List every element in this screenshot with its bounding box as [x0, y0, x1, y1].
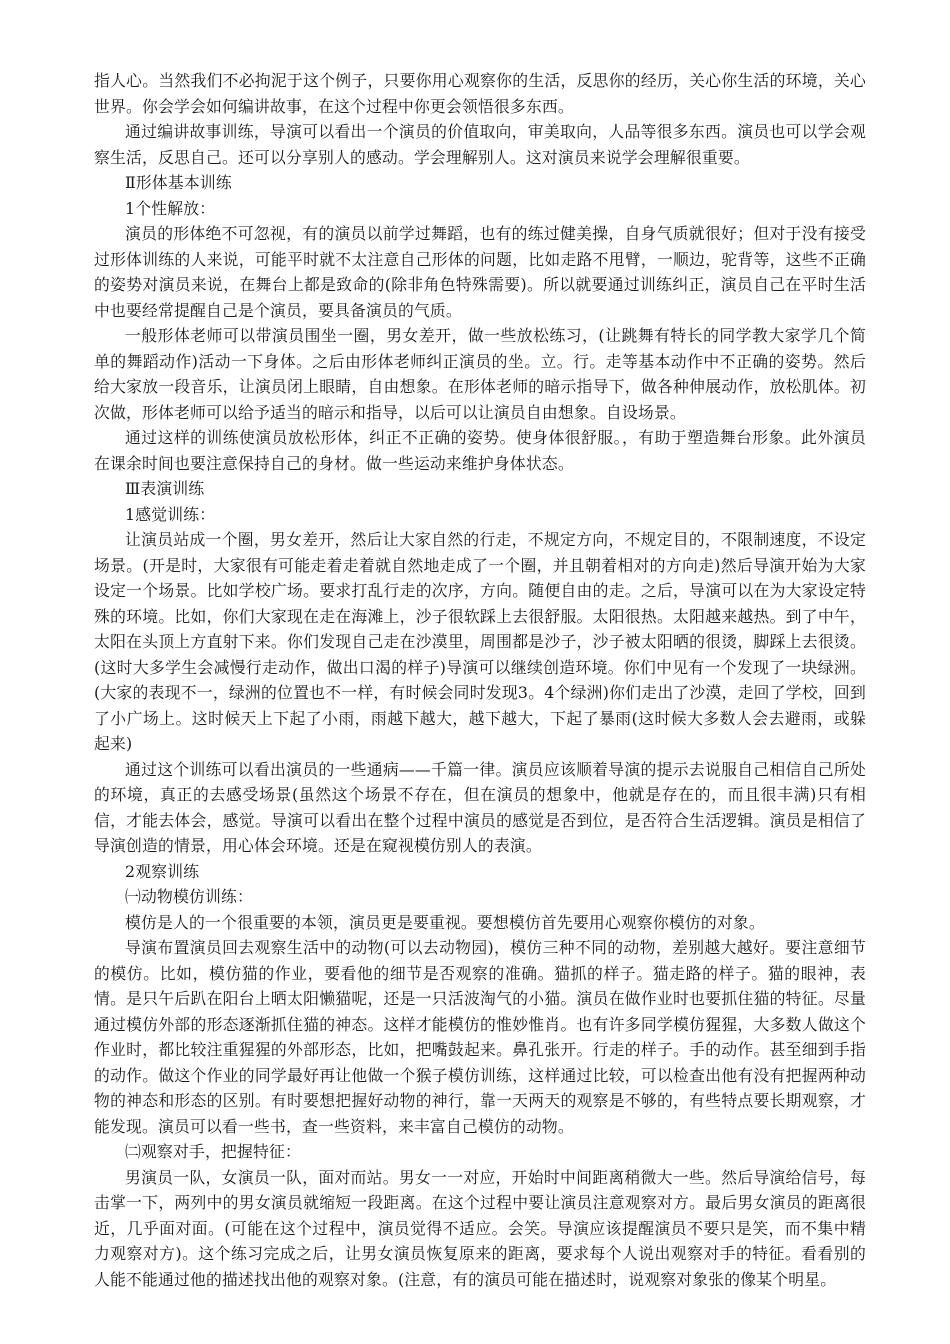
paragraph: 一般形体老师可以带演员围坐一圈，男女差开，做一些放松练习，(让跳舞有特长的同学教大家学几个简单的舞蹈动作)活动一下身体。之后由形体老师纠正演员的坐。立。行。走等基本动作中不正确的姿势。然后给大家放一段音乐，让演员闭上眼睛，自由想象。在形体老师的暗示指导下，做各种伸展动作，放松肌体。初次做，形体老师可以给予适当的暗示和指导，以后可以让演员自由想象。自设场景。 — [94, 326, 866, 422]
subsection-heading: 2观察训练 — [125, 861, 200, 881]
subsection-heading: ㈠动物模仿训练： — [125, 887, 253, 906]
section-heading: Ⅲ表演训练 — [125, 479, 205, 498]
section-heading: Ⅱ形体基本训练 — [125, 173, 232, 192]
paragraph: 演员的形体绝不可忽视，有的演员以前学过舞蹈，也有的练过健美操，自身气质就很好；但对于没有接受过形体训练的人来说，可能平时就不太注意自己形体的问题，比如走路不甩臂，一顺边，驼背等，这些不正确的姿势对演员来说，在舞台上都是致命的(除非角色特殊需要)。所以就要通过训练纠正，演员自己在平时生活中也要经常提醒自己是个演员，要具备演员的气质。 — [94, 224, 866, 320]
paragraph: 让演员站成一个圈，男女差开，然后让大家自然的行走，不规定方向，不规定目的，不限制速度，不设定场景。(开是时，大家很有可能走着走着就自然地走成了一个圈，并且朝着相对的方向走)然后导演开始为大家设定一个场景。比如学校广场。要求打乱行走的次序，方向。随便自由的走。之后，导演可以在为大家设定特殊的环境。比如，你们大家现在走在海滩上，沙子很软踩上去很舒服。太阳很热。太阳越来越热。到了中午，太阳在头顶上方直射下来。你们发现自己走在沙漠里，周围都是沙子，沙子被太阳晒的很烫，脚踩上去很烫。(这时大多学生会减慢行走动作，做出口渴的样子)导演可以继续创造环境。你们中见有一个发现了一块绿洲。(大家的表现不一，绿洲的位置也不一样，有时候会同时发现3。4个绿洲)你们走出了沙漠，走回了学校，回到了小广场上。这时候天上下起了小雨，雨越下越大，越下越大，下起了暴雨(这时候大多数人会去避雨，或躲起来) — [94, 530, 866, 753]
subsection-heading: 1个性解放： — [125, 198, 216, 218]
paragraph-continued: 指人心。当然我们不必拘泥于这个例子，只要你用心观察你的生活，反思你的经历，关心你生活的环境，关心世界。你会学会如何编讲故事，在这个过程中你更会领悟很多东西。 — [94, 71, 866, 116]
paragraph: 男演员一队，女演员一队，面对而站。男女一一对应，开始时中间距离稍微大一些。然后导演给信号，每击掌一下，两列中的男女演员就缩短一段距离。在这个过程中要让演员注意观察对方。最后男女演员的距离很近，几乎面对面。(可能在这个过程中，演员觉得不适应。会笑。导演应该提醒演员不要只是笑，而不集中精力观察对方)。这个练习完成之后，让男女演员恢复原来的距离，要求每个人说出观察对手的特征。看看别的人能不能通过他的描述找出他的观察对象。(注意，有的演员可能在描述时，说观察对象张的像某个明星。 — [94, 1167, 866, 1289]
document-page — [94, 68, 866, 1292]
paragraph: 通过这个训练可以看出演员的一些通病——千篇一律。演员应该顺着导演的提示去说服自己相信自己所处的环境，真正的去感受场景(虽然这个场景不存在，但在演员的想象中，他就是存在的，而且很丰满)只有相信，才能去体会，感觉。导演可以看出在整个过程中演员的感觉是否到位，是否符合生活逻辑。演员是相信了导演创造的情景，用心体会环境。还是在窥视模仿别人的表演。 — [94, 759, 866, 855]
paragraph: 通过编讲故事训练，导演可以看出一个演员的价值取向，审美取向，人品等很多东西。演员也可以学会观察生活，反思自己。还可以分享别人的感动。学会理解别人。这对演员来说学会理解很重要。 — [94, 122, 866, 167]
paragraph: 导演布置演员回去观察生活中的动物(可以去动物园)，模仿三种不同的动物，差别越大越好。要注意细节的模仿。比如，模仿猫的作业，要看他的细节是否观察的准确。猫抓的样子。猫走路的样子。猫的眼神，表情。是只午后趴在阳台上晒太阳懒猫呢，还是一只活波淘气的小猫。演员在做作业时也要抓住猫的特征。尽量通过模仿外部的形态逐渐抓住猫的神态。这样才能模仿的惟妙惟肖。也有许多同学模仿猩猩，大多数人做这个作业时，都比较注重猩猩的外部形态，比如，把嘴鼓起来。鼻孔张开。行走的样子。手的动作。甚至细到手指的动作。做这个作业的同学最好再让他做一个猴子模仿训练，这样通过比较，可以检查出他有没有把握两种动物的神态和形态的区别。有时要想把握好动物的神行，靠一天两天的观察是不够的，有些特点要长期观察，才能发现。演员可以看一些书，查一些资料，来丰富自己模仿的动物。 — [94, 938, 866, 1136]
paragraph: 模仿是人的一个很重要的本领，演员更是要重视。要想模仿首先要用心观察你模仿的对象。 — [125, 912, 765, 932]
subsection-heading: 1感觉训练： — [125, 504, 216, 524]
subsection-heading: ㈡观察对手，把握特征： — [125, 1142, 301, 1161]
paragraph: 通过这样的训练使演员放松形体，纠正不正确的姿势。使身体很舒服。，有助于塑造舞台形象。此外演员在课余时间也要注意保持自己的身材。做一些运动来维护身体状态。 — [94, 428, 866, 473]
